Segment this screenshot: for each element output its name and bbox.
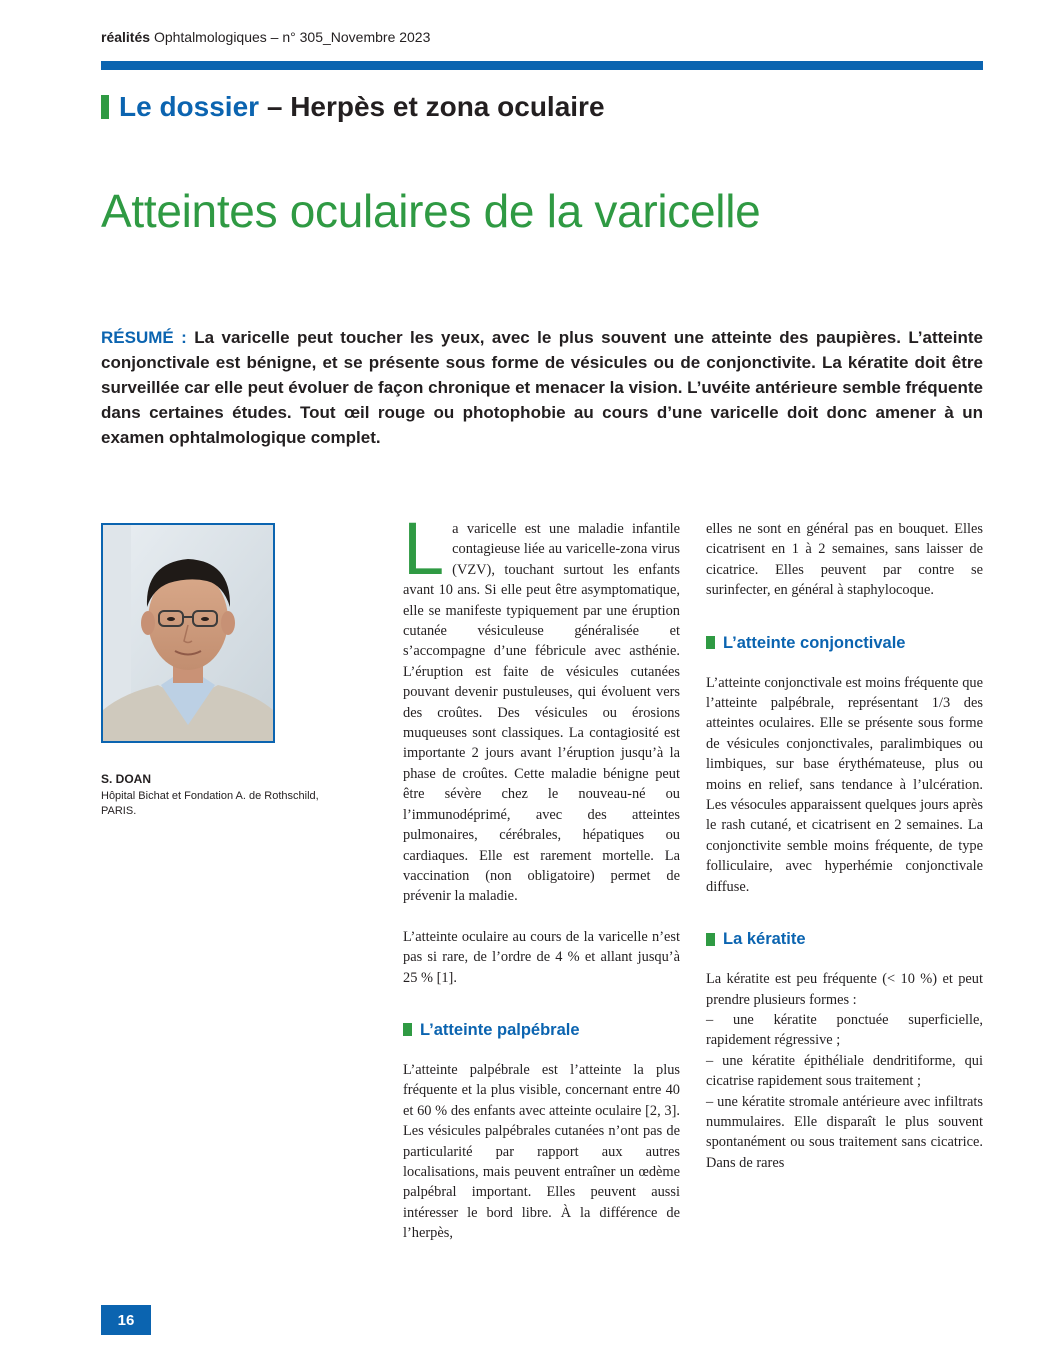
section-heading [101, 91, 605, 123]
abstract-text: La varicelle peut toucher les yeux, avec le plus souvent une atteinte des paupières. L’atteinte conjonctivale est bénigne, et se présente sous forme de vésicules ou de conjonctivite. La kératite doit être surveillée car elle peut évoluer de façon chronique et menacer la vision. L’uvéite antérieure semble fréquente dans certaines études. Tout œil rouge ou photophobie au cours d’une varicelle doit donc amener à un examen ophtalmologique complet. [101, 328, 983, 447]
abstract [101, 325, 983, 450]
subheading-marker [403, 1023, 412, 1036]
subheading-palpebral-text: L’atteinte palpébrale [420, 1020, 580, 1039]
intro-paragraph [403, 507, 680, 907]
author-portrait-image [103, 525, 273, 741]
conjonctival-paragraph: L’atteinte conjonctivale est moins fréquente que l’atteinte palpébrale, représentant 1/3 des atteintes oculaires. Elle se présente sous forme de vésicules conjonctivales, paralimbiques ou limbiques, sur base érythémateuse, plus ou moins en relief, sans tendance à l’ulcération. Les vésocules apparaissent quelques jours après le rash cutané, et cicatrisent en 2 semaines. La conjonctivite semble moins fréquente, de type folliculaire, avec hyperhémie conjonctivale diffuse. [706, 674, 983, 895]
author-name: S. DOAN [101, 772, 152, 786]
subheading-marker [706, 636, 715, 649]
journal-issue: Ophtalmologiques – n° 305_Novembre 2023 [153, 29, 431, 45]
article-title: Atteintes oculaires de la varicelle [101, 185, 761, 237]
subheading-keratitis-text: La kératite [723, 930, 806, 949]
ocular-paragraph: L’atteinte oculaire au cours de la varicelle n’est pas si rare, de l’ordre de 4 % et allant jusqu’à 25 % [1]. [403, 928, 680, 986]
author-affiliation-line1: Hôpital Bichat et Fondation A. de Rothschild, [101, 790, 319, 802]
keratitis-intro: La kératite est peu fréquente (< 10 %) et peut prendre plusieurs formes : [706, 971, 983, 1008]
intro-text: a varicelle est une maladie infantile contagieuse liée au varicelle-zona virus (VZV), touchant surtout les enfants avant 10 ans. Si elle peut être asymptomatique, elle se manifeste typiquement par une éruption cutanée vésiculeuse généralisée et s’accompagne d’une fébricule avec asthénie. L’éruption est faite de vésicules cutanées pouvant devenir pustuleuses, qui évoluent vers des croûtes. Des vésicules ou érosions muqueuses sont classiques. La contagiosité est importante 2 jours avant l’éruption jusqu’à la phase de croûtes. Cette maladie bénigne peut être sévère chez le nouveau-né ou l’immunodéprimé, avec des atteintes pulmonaires, cérébrales, hépatiques ou cardiaques. Elle est rarement mortelle. La vaccination (non obligatoire) permet de prévenir la maladie. [403, 521, 680, 905]
subheading-conjonctival [706, 633, 983, 653]
keratitis-item-2: – une kératite épithéliale dendritiforme, qui cicatrise rapidement sous traitement ; [706, 1052, 983, 1090]
section-marker [101, 95, 109, 119]
journal-brand: réalités [101, 29, 151, 45]
subheading-marker [706, 933, 715, 946]
keratitis-item-3: – une kératite stromale antérieure avec infiltrats nummulaires. Elle disparaît le plus souvent spontanément ou sous traitement sans cicatrice. Dans de rares [706, 1093, 983, 1171]
keratitis-paragraph [706, 969, 983, 1173]
palpebral-continued: elles ne sont en général pas en bouquet. Elles cicatrisent en 1 à 2 semaines, sans laisser de cicatrice. Elles peuvent par contre se surinfecter, en général à staphylocoque. [706, 521, 983, 599]
body-column-2 [706, 519, 983, 1173]
author-photo [101, 523, 275, 743]
subheading-conjonctival-text: L’atteinte conjonctivale [723, 633, 906, 652]
section-subject: – Herpès et zona oculaire [266, 91, 605, 122]
dropcap: L [403, 507, 445, 590]
palpebral-paragraph: L’atteinte palpébrale est l’atteinte la plus fréquente et la plus visible, concernant entre 40 et 60 % des enfants avec atteinte oculaire [2, 3]. Les vésicules palpébrales cutanées n’ont pas de particularité par rapport aux autres localisations, mais peuvent entraîner un œdème palpébral important. Elles peuvent aussi intéresser le bord libre. À la différence de l’herpès, [403, 1061, 680, 1242]
section-dossier-label: Le dossier [119, 91, 260, 122]
keratitis-item-1: – une kératite ponctuée superficielle, rapidement régressive ; [706, 1011, 983, 1049]
body-column-1 [403, 507, 680, 1244]
running-header [101, 29, 430, 45]
header-rule [101, 61, 983, 70]
page-number: 16 [101, 1305, 151, 1335]
author-affiliation-line2: PARIS. [101, 805, 137, 817]
subheading-palpebral [403, 1020, 680, 1040]
abstract-label: RÉSUMÉ : [101, 328, 187, 347]
author-affiliation [101, 789, 361, 819]
subheading-keratitis [706, 929, 983, 949]
